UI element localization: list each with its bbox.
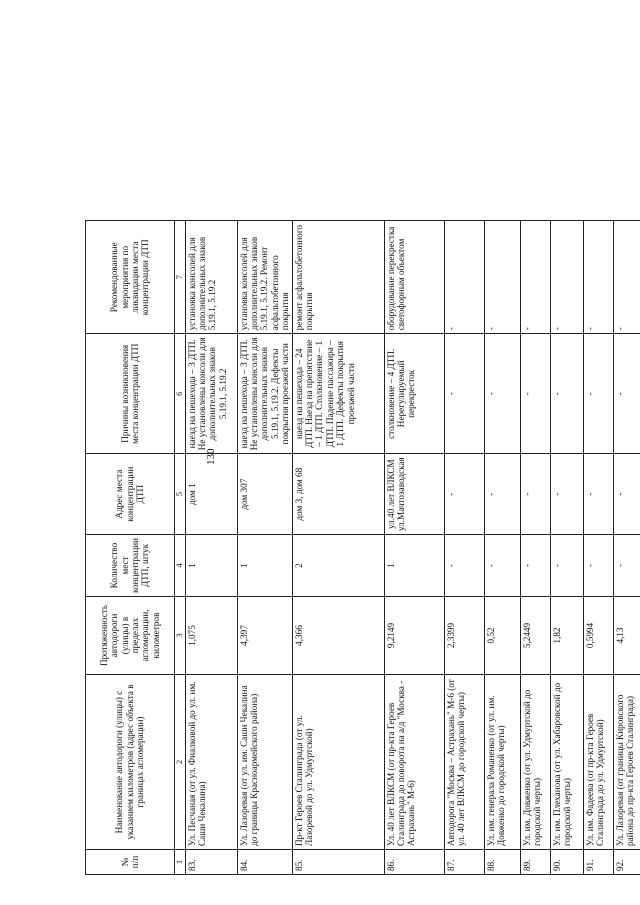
- table-row: [384, 221, 444, 875]
- row-number: 90.: [550, 850, 583, 875]
- causes-cell: -: [484, 334, 520, 454]
- header-number: № п/п: [86, 850, 175, 875]
- table-row: [484, 221, 520, 875]
- length-cell: 2,3399: [444, 597, 484, 675]
- column-number: 4: [175, 535, 186, 597]
- road-name-cell: Ул. им. генерала Романенко (от ул. им. Довженко до городской черты): [484, 675, 520, 850]
- measures-cell: ремонт асфальтобетонного покрытия: [292, 221, 384, 334]
- count-cell: 1: [185, 535, 237, 597]
- road-name-cell: Ул. Лазоревая (от ул. им. Саши Чекалина до границы Красноармейского района): [237, 675, 292, 850]
- column-number: 6: [175, 334, 186, 454]
- measures-cell: установка консолей для дополнительных знаков 5.19.1, 5.19.2. Ремонт асфальтобетонного покрытия: [237, 221, 292, 334]
- length-cell: 4,397: [237, 597, 292, 675]
- road-name-cell: Ул. Лазоревая (от границы Кировского района до пр-кта Героев Сталинграда): [613, 675, 640, 850]
- count-cell: -: [550, 535, 583, 597]
- road-name-cell: Ул. им. Фадеева (от пр-кта Героев Сталинграда до ул. Удмуртской): [583, 675, 613, 850]
- column-number: 1: [175, 850, 186, 875]
- road-name-cell: Автодорога "Москва – Астрахань" М-6 (от ул. 40 лет ВЛКСМ до городской черты): [444, 675, 484, 850]
- header-measures: Рекомендованные мероприятия по ликвидации места концентрации ДТП: [86, 221, 175, 334]
- length-cell: 1,82: [550, 597, 583, 675]
- address-cell: дом 307: [237, 454, 292, 535]
- table-row: [185, 221, 237, 875]
- length-cell: 4,366: [292, 597, 384, 675]
- row-number: 86.: [384, 850, 444, 875]
- road-name-cell: Ул. им. Довженко (от ул. Удмуртской до городской черты): [520, 675, 550, 850]
- count-cell: 2: [292, 535, 384, 597]
- measures-cell: -: [613, 221, 640, 334]
- table-row: [583, 221, 613, 875]
- row-number: 85.: [292, 850, 384, 875]
- header-road-name: Наименование автодороги (улицы) с указанием километров (адрес объекта в границах агломерации): [86, 675, 175, 850]
- causes-cell: наезд на пешехода – 3 ДТП. Не установлены консоли для дополнительных знаков 5.19.1, 5.19.2: [185, 334, 237, 454]
- causes-cell: наезд на пешехода – 24 ДТП. Наезд на препятствие – 1 ДТП. Столкновение – 1 ДТП. Падение пассажира – 1 ДТП. Дефекты покрытия проезжей части: [292, 334, 384, 454]
- measures-cell: -: [520, 221, 550, 334]
- address-cell: дом 3, дом 68: [292, 454, 384, 535]
- address-cell: -: [550, 454, 583, 535]
- count-cell: -: [613, 535, 640, 597]
- measures-cell: -: [583, 221, 613, 334]
- dtp-concentration-table: [85, 220, 640, 875]
- column-number-row: [175, 221, 186, 875]
- rotated-page: [85, 35, 635, 875]
- measures-cell: оборудование перекрестка светофорным объектом: [384, 221, 444, 334]
- row-number: 91.: [583, 850, 613, 875]
- measures-cell: -: [550, 221, 583, 334]
- table-row: [613, 221, 640, 875]
- header-address: Адрес места концентрации ДТП: [86, 454, 175, 535]
- measures-cell: установка консолей для дополнительных знаков 5.19.1, 5.19.2: [185, 221, 237, 334]
- count-cell: -: [520, 535, 550, 597]
- table-row: [237, 221, 292, 875]
- column-number: 7: [175, 221, 186, 334]
- row-number: 84.: [237, 850, 292, 875]
- header-length: Протяженность автодороги (улицы) в пределах агломерации, километров: [86, 597, 175, 675]
- road-name-cell: Ул. Песчаная (от ул. Фиалковой до ул. им. Саши Чекалина): [185, 675, 237, 850]
- address-cell: -: [583, 454, 613, 535]
- table-row: [550, 221, 583, 875]
- address-cell: -: [520, 454, 550, 535]
- length-cell: 0,5994: [583, 597, 613, 675]
- address-cell: ул.40 лет ВЛКСМ ул.Мачтозаводская: [384, 454, 444, 535]
- address-cell: -: [484, 454, 520, 535]
- measures-cell: -: [484, 221, 520, 334]
- causes-cell: -: [444, 334, 484, 454]
- header-causes: Причины возникновения места концентрации ДТП: [86, 334, 175, 454]
- road-name-cell: Пр-кт Героев Сталинграда (от ул. Лазоревой до ул. Удмуртской): [292, 675, 384, 850]
- measures-cell: -: [444, 221, 484, 334]
- row-number: 87.: [444, 850, 484, 875]
- causes-cell: столкновение – 4 ДТП. Нерегулируемый перекресток: [384, 334, 444, 454]
- address-cell: -: [613, 454, 640, 535]
- row-number: 89.: [520, 850, 550, 875]
- table-row: [292, 221, 384, 875]
- page-number: 130: [205, 448, 217, 465]
- row-number: 92.: [613, 850, 640, 875]
- count-cell: -: [444, 535, 484, 597]
- count-cell: 1: [237, 535, 292, 597]
- address-cell: -: [444, 454, 484, 535]
- causes-cell: -: [613, 334, 640, 454]
- address-cell: дом 1: [185, 454, 237, 535]
- count-cell: -: [583, 535, 613, 597]
- table-row: [444, 221, 484, 875]
- header-count: Количество мест концентрации ДТП, штук: [86, 535, 175, 597]
- road-name-cell: Ул. им. Плеханова (от ул. Хабаровской до городской черты): [550, 675, 583, 850]
- table-row: [520, 221, 550, 875]
- causes-cell: -: [550, 334, 583, 454]
- row-number: 88.: [484, 850, 520, 875]
- column-number: 3: [175, 597, 186, 675]
- row-number: 83.: [185, 850, 237, 875]
- column-number: 2: [175, 675, 186, 850]
- length-cell: 4,13: [613, 597, 640, 675]
- length-cell: 9,2149: [384, 597, 444, 675]
- table-header-row: [86, 221, 175, 875]
- count-cell: 1: [384, 535, 444, 597]
- causes-cell: -: [520, 334, 550, 454]
- column-number: 5: [175, 454, 186, 535]
- causes-cell: -: [583, 334, 613, 454]
- length-cell: 1,075: [185, 597, 237, 675]
- causes-cell: наезд на пешехода – 3 ДТП. Не установлены консоли для дополнительных знаков 5.19.1, 5.19.2. Дефекты покрытия проезжей части: [237, 334, 292, 454]
- count-cell: -: [484, 535, 520, 597]
- length-cell: 5,2449: [520, 597, 550, 675]
- length-cell: 0,52: [484, 597, 520, 675]
- road-name-cell: Ул. 40 лет ВЛКСМ (от пр-кта Героев Сталинграда до поворота на а/д "Москва - Астрахань" М-6): [384, 675, 444, 850]
